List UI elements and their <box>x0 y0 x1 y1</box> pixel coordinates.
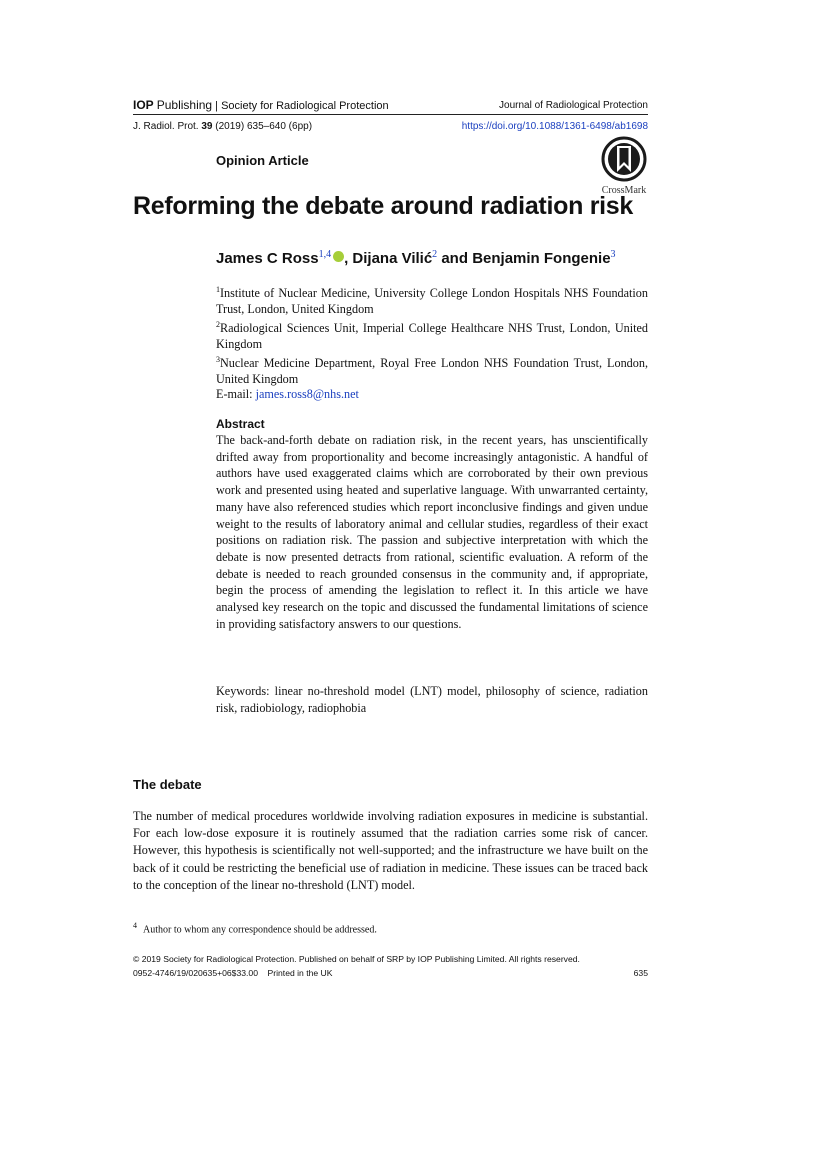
citation-volume: 39 <box>201 121 213 132</box>
email-label: E-mail: <box>216 387 253 401</box>
author-name: Benjamin Fongenie <box>472 250 611 267</box>
publisher-logo-bold: IOP <box>133 98 154 112</box>
affiliation-text: Institute of Nuclear Medicine, University College London Hospitals NHS Foundation Trust, London, United Kingdom <box>216 286 648 317</box>
society-name: Society for Radiological Protection <box>221 100 389 112</box>
doi-link[interactable]: https://doi.org/10.1088/1361-6498/ab1698 <box>461 121 648 132</box>
crossmark-label: CrossMark <box>601 185 647 196</box>
section-heading: The debate <box>133 777 202 792</box>
journal-name: Journal of Radiological Protection <box>499 100 648 111</box>
author-name: Dijana Vilić <box>352 250 433 267</box>
author-conjunction: and <box>441 250 469 267</box>
orcid-icon[interactable] <box>333 251 344 262</box>
affiliations <box>216 282 648 387</box>
affiliation <box>216 282 648 317</box>
affiliation <box>216 317 648 352</box>
affiliation-number: 2 <box>216 320 220 330</box>
author-name: James C Ross <box>216 250 319 267</box>
journal-header-left <box>133 98 389 112</box>
email-link[interactable]: james.ross8@nhs.net <box>255 387 359 401</box>
crossmark-icon <box>601 136 647 182</box>
author-affiliation-ref[interactable]: 1,4 <box>318 249 332 260</box>
author-list <box>216 249 616 267</box>
footnote-number: 4 <box>133 921 137 930</box>
keywords: Keywords: linear no-threshold model (LNT) model, philosophy of science, radiation risk, radiobiology, radiophobia <box>216 684 648 715</box>
affiliation <box>216 352 648 387</box>
citation-prefix: J. Radiol. Prot. <box>133 121 199 132</box>
article-type: Opinion Article <box>216 153 309 168</box>
issn-line: 0952-4746/19/020635+06$33.00 Printed in the UK <box>133 968 333 978</box>
abstract-text: The back-and-forth debate on radiation risk, in the recent years, has unscientifically drifted away from proportionality and become increasingly antagonistic. A handful of authors have used exaggerated claims which are corroborated by their own previous work and presented using heated and superlative language. With unwarranted certainty, many have also referenced studies which report inconclusive findings and given undue weight to the results of laboratory animal and cellular studies, regardless of their exact positions on radiation risk. The passion and subjective interpretation with which the debate is now presented detracts from rational, scientific evaluation. A reform of the debate is needed to reach grounded consensus in the community and, if appropriate, begin the process of amending the legislation to reflect it. In this article we have analysed key research on the topic and discussed the fundamental limitations of science in providing satisfactory answers to our questions. <box>216 433 648 631</box>
abstract-heading: Abstract <box>216 417 265 431</box>
body-paragraph: The number of medical procedures worldwide involving radiation exposures in medicine is substantial. For each low-dose exposure it is routinely assumed that the radiation carries some risk of cancer. However, this hypothesis is scientifically not well-supported; and the infrastructure we have built on the back of it could be restricting the beneficial use of radiation in medicine. These issues can be traced back to the conception of the linear no-threshold (LNT) model. <box>133 809 648 892</box>
footnote <box>133 921 377 935</box>
header-separator: | <box>215 100 219 112</box>
citation <box>133 121 312 132</box>
author-affiliation-ref[interactable]: 3 <box>610 249 616 260</box>
affiliation-number: 3 <box>216 355 220 365</box>
author-separator: , <box>344 250 349 267</box>
affiliation-text: Radiological Sciences Unit, Imperial College Healthcare NHS Trust, London, United Kingdom <box>216 321 648 352</box>
author-affiliation-ref[interactable]: 2 <box>432 249 438 260</box>
publisher-logo-text: Publishing <box>156 98 213 112</box>
page-number: 635 <box>633 968 648 978</box>
footnote-text: Author to whom any correspondence should be addressed. <box>143 924 377 936</box>
affiliation-text: Nuclear Medicine Department, Royal Free London NHS Foundation Trust, London, United Kingdom <box>216 356 648 387</box>
affiliation-number: 1 <box>216 285 220 294</box>
copyright-notice: © 2019 Society for Radiological Protection. Published on behalf of SRP by IOP Publishing Limited. All rights reserved. <box>133 954 580 964</box>
crossmark-badge[interactable] <box>597 136 651 196</box>
article-title: Reforming the debate around radiation risk <box>133 192 633 220</box>
header-rule <box>133 114 648 115</box>
citation-suffix: (2019) 635–640 (6pp) <box>215 121 313 132</box>
email-line <box>216 386 648 402</box>
